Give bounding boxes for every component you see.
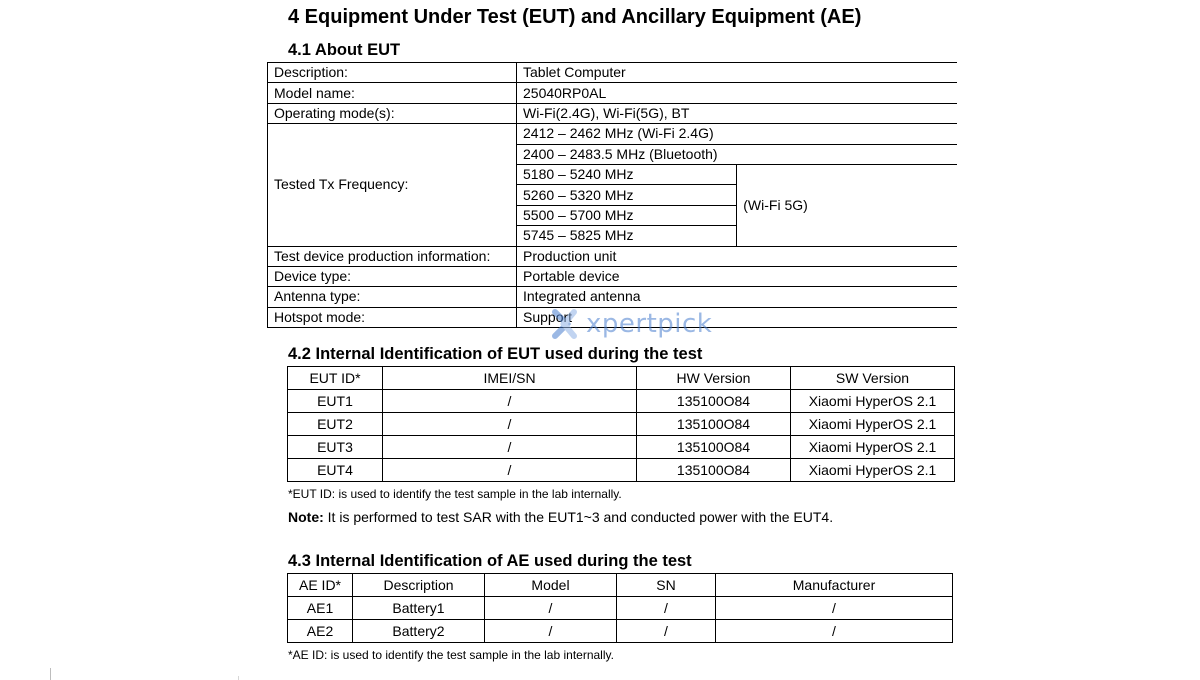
section-41-heading: 4.1 About EUT <box>288 41 401 59</box>
eut-info-table <box>267 62 957 328</box>
ae-sn: / <box>617 597 716 620</box>
col-header-hw: HW Version <box>637 367 791 390</box>
ae-manufacturer: / <box>716 620 953 643</box>
note-label: Note: <box>288 509 324 525</box>
col-header-ae-id: AE ID* <box>288 574 353 597</box>
col-header-eut-id: EUT ID* <box>288 367 383 390</box>
freq-wifi5g-label: (Wi-Fi 5G) <box>737 164 957 246</box>
freq-5g-band1: 5180 – 5240 MHz <box>517 164 737 184</box>
eut-id: EUT4 <box>288 459 383 482</box>
eut-sw: Xiaomi HyperOS 2.1 <box>791 459 955 482</box>
table-row <box>268 266 958 286</box>
eut-imei: / <box>383 436 637 459</box>
table-row <box>288 597 953 620</box>
eut-imei: / <box>383 413 637 436</box>
note <box>288 509 833 525</box>
col-header-imei: IMEI/SN <box>383 367 637 390</box>
hotspot-label: Hotspot mode: <box>268 307 517 327</box>
col-header-description: Description <box>353 574 485 597</box>
ae-id: AE1 <box>288 597 353 620</box>
ae-sn: / <box>617 620 716 643</box>
eut-footnote: *EUT ID: is used to identify the test sample in the lab internally. <box>288 487 622 501</box>
col-header-sn: SN <box>617 574 716 597</box>
ae-model: / <box>485 620 617 643</box>
freq-5g-band3: 5500 – 5700 MHz <box>517 205 737 225</box>
table-row <box>268 63 958 83</box>
eut-identification-table <box>287 366 955 482</box>
eut-imei: / <box>383 459 637 482</box>
table-header-row <box>288 574 953 597</box>
ae-model: / <box>485 597 617 620</box>
device-type-value: Portable device <box>517 266 958 286</box>
table-row <box>288 413 955 436</box>
eut-id: EUT3 <box>288 436 383 459</box>
freq-label: Tested Tx Frequency: <box>268 124 517 246</box>
table-row <box>288 459 955 482</box>
freq-5g-band4: 5745 – 5825 MHz <box>517 226 737 246</box>
ae-id: AE2 <box>288 620 353 643</box>
eut-id: EUT2 <box>288 413 383 436</box>
modes-value: Wi-Fi(2.4G), Wi-Fi(5G), BT <box>517 103 958 123</box>
table-row <box>288 390 955 413</box>
table-row <box>268 307 958 327</box>
eut-id: EUT1 <box>288 390 383 413</box>
page-margin-mark <box>50 668 51 680</box>
ae-identification-table <box>287 573 953 643</box>
eut-sw: Xiaomi HyperOS 2.1 <box>791 390 955 413</box>
production-label: Test device production information: <box>268 246 517 266</box>
eut-sw: Xiaomi HyperOS 2.1 <box>791 413 955 436</box>
modes-label: Operating mode(s): <box>268 103 517 123</box>
ae-footnote: *AE ID: is used to identify the test sample in the lab internally. <box>288 648 614 662</box>
table-row <box>288 436 955 459</box>
table-row <box>268 287 958 307</box>
ae-manufacturer: / <box>716 597 953 620</box>
eut-imei: / <box>383 390 637 413</box>
freq-5g-band2: 5260 – 5320 MHz <box>517 185 737 205</box>
section-42-heading: 4.2 Internal Identification of EUT used during the test <box>288 345 703 363</box>
eut-hw: 135100O84 <box>637 436 791 459</box>
eut-hw: 135100O84 <box>637 390 791 413</box>
freq-wifi24: 2412 – 2462 MHz (Wi-Fi 2.4G) <box>517 124 958 144</box>
hotspot-value: Support <box>517 307 958 327</box>
description-value: Tablet Computer <box>517 63 958 83</box>
table-header-row <box>288 367 955 390</box>
col-header-sw: SW Version <box>791 367 955 390</box>
ae-description: Battery1 <box>353 597 485 620</box>
model-label: Model name: <box>268 83 517 103</box>
col-header-model: Model <box>485 574 617 597</box>
table-row <box>268 124 958 144</box>
watermark-text: xpertpick <box>586 309 713 339</box>
description-label: Description: <box>268 63 517 83</box>
device-type-label: Device type: <box>268 266 517 286</box>
table-row <box>288 620 953 643</box>
eut-hw: 135100O84 <box>637 459 791 482</box>
model-value: 25040RP0AL <box>517 83 958 103</box>
page-margin-mark <box>238 676 239 680</box>
col-header-manufacturer: Manufacturer <box>716 574 953 597</box>
freq-bluetooth: 2400 – 2483.5 MHz (Bluetooth) <box>517 144 958 164</box>
eut-sw: Xiaomi HyperOS 2.1 <box>791 436 955 459</box>
antenna-label: Antenna type: <box>268 287 517 307</box>
production-value: Production unit <box>517 246 958 266</box>
eut-hw: 135100O84 <box>637 413 791 436</box>
table-row <box>268 103 958 123</box>
ae-description: Battery2 <box>353 620 485 643</box>
table-row <box>268 83 958 103</box>
antenna-value: Integrated antenna <box>517 287 958 307</box>
page-title: 4 Equipment Under Test (EUT) and Ancillary Equipment (AE) <box>288 6 862 28</box>
section-43-heading: 4.3 Internal Identification of AE used during the test <box>288 552 692 570</box>
note-text: It is performed to test SAR with the EUT1~3 and conducted power with the EUT4. <box>323 509 834 525</box>
table-row <box>268 246 958 266</box>
